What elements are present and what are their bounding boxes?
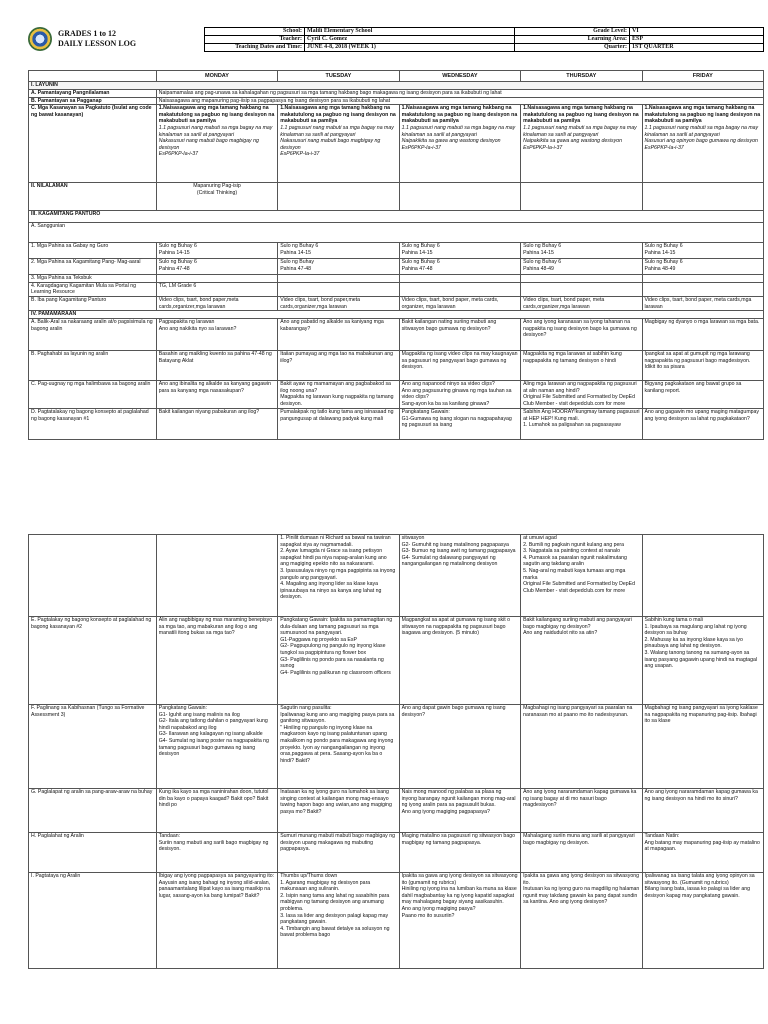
p1-row3-cell-wednesday: Pangkatang Gawain: G1-Gumawa ng isang slogan na nagpapahayag ng pagsusuri sa isang [399,409,520,440]
grade-label: Grade Level: [515,28,630,36]
kasanayan-cell-friday [642,105,763,183]
school-value: Malili Elementary School [305,28,515,36]
p1-row3-cell-tuesday: Pumalakpak ng tatlo kung tama ang isinasaad ng pangungusap at dalawang padyak kung mali [278,409,399,440]
gabay-cell-friday: Sulo ng Buhay 6 Pahina 14-15 [642,243,763,259]
row-label-kagamitang-pang-mag-aaral: 2. Mga Pahina sa Kagamitang Pang- Mag-aaral [29,259,157,275]
kasanayan-detail: Nakasusuri nang mabuti bago magbigay ng desisyon [158,138,259,151]
cell-empty [156,275,277,283]
p1-row2-cell-tuesday: Bakit ayaw ng mamamayan ang pagbabakod sa ilog noong una? Magpakita ng larawan kung nagpakita ng tamang desisyon. [278,381,399,409]
iba-cell-thursday: Video clips, tsart, bond paper, meta cards,organizer,mga larawan [521,296,642,310]
p2-row3-cell-tuesday: Sumuri munang mabuti mabuti bago magbigay ng desisyon upang makagawa ng mabuting pagpapasya. [278,833,399,873]
kpm-cell-tuesday: Sulo ng Buhay Pahina 47-48 [278,259,399,275]
p2-row1-cell-friday: Magbahagi ng isang pangyayari sa iyong kaklase na nagpapakita ng mapanuring pag-iisip. Ibahagi ito sa klase [642,705,763,789]
dll-page-1 [0,0,768,492]
p2-row2-cell-tuesday: Inatasan ka ng iyong guro na lumahok sa isang singing contest at kailangan mong mag-ensayo tuwing hapon bago ang uwian,ano ang magiging pasya mo? Bakit? [278,789,399,833]
p2-row0-cell-tuesday: Pangkatang Gawain: Ipakita sa pamamagitan ng dula-dulaan ang tamang pagsusuri sa mga sumusunod na pangyayari. G1-Paggawa ng proyekto sa EsP G2- Pagpupulong ng pangulo ng inyong klase tungkol sa pagpipintura ng flower box G3- Paglilinis ng pondo para sa nasalanta ng sunog G4- Paglilinis ng palikuran ng classroom officers [278,617,399,705]
cell-empty [278,275,399,283]
day-header-wednesday: WEDNESDAY [399,71,520,82]
row-label-pamantayang-pangnilalaman: A. Pamantayang Pangnilalaman [29,90,157,98]
cell-empty [642,275,763,283]
corner-header [29,71,157,82]
day-header-friday: FRIDAY [642,71,763,82]
row-label-iba-pang-kagamitan: B. Iba pang Kagamitang Panturo [29,296,157,310]
cell-empty [521,275,642,283]
continuation-cell-monday [156,535,277,617]
quarter-value: 1ST QUARTER [630,44,764,52]
row-label-paglalahat: H. Paglalahat ng Aralin [29,833,157,873]
kasanayan-code: EsP6PKP-Ia-i-37 [280,151,320,158]
p1-row2-cell-wednesday: Ano ang napanood ninyo sa video clips? Ano ang pagsusuring ginawa ng mga tauhan sa video clips? Sang-ayon ka ba sa kanilang ginawa? [399,381,520,409]
p2-row0-cell-thursday: Bakit kailangang suriing mabuti ang pangyayari bago magbigay ng desisyon? Ano ang naidudulot nito sa atin? [521,617,642,705]
p2-row3-cell-wednesday: Maging matalino sa pagsusuri ng sitwasyon bago magbigay ng tamang pagpapasya. [399,833,520,873]
day-header-tuesday: TUESDAY [278,71,399,82]
section-layunin: I. LAYUNIN [29,82,764,90]
section-kagamitang-panturo: III. KAGAMITANG PANTURO [29,211,764,223]
p2-row2-cell-thursday: Ano ang iyong nararamdaman kapag gumawa ka ng isang bagay at di mo nasuri bago magdesisyon? [521,789,642,833]
lr-cell-wednesday [399,282,520,296]
row-label-pamantayan-sa-pagganap: B. Pamantayan sa Pagganap [29,97,157,105]
row-label-pag-uugnay: C. Pag-uugnay ng mga halimbawa sa bagong aralin [29,381,157,409]
iba-cell-tuesday: Video clips, tsart, bond paper,meta cards,organizer,mga larawan [278,296,399,310]
row-label-teksbuk: 3. Mga Pahina sa Teksbuk [29,275,157,283]
p1-row0-cell-wednesday: Bakit kailangan nating suriing mabuti ang sitwasyon bago gumawa ng desisyon? [399,319,520,351]
kasanayan-code: EsP6PKP-Ia-i-37 [523,144,563,151]
cell-empty [399,275,520,283]
deped-seal-icon [28,27,52,51]
p2-row2-cell-wednesday: Nais mong manood ng palabas sa plasa ng inyong barangay ngunit kailangan mong mag-aral ng iyong aralin para sa pagsusulit bukas. Ano ang iyong magiging pagpapasya? [399,789,520,833]
p2-row1-cell-wednesday: Ano ang dapat gawin bago gumawa ng isang desisyon? [399,705,520,789]
teacher-value: Cyril C. Gomez [305,36,515,44]
kasanayan-detail: 1.1 pagsusuri nang mabuti sa mga bagay na may kinalaman sa sarili at pangyayari [280,124,394,138]
kasanayan-detail: Naipakikita sa gawa ang wastong desisyon [523,138,622,145]
p2-row3-cell-monday: Tandaan: Suriin nang mabuti ang sarili bago magbigay ng desisyon. [156,833,277,873]
p1-row0-cell-tuesday: Ano ang pabatid ng alkalde sa kaniyang mga kabarangay? [278,319,399,351]
row-label-pagtalakay-2: E. Pagtalakay ng bagong konsepto at paglalahad ng bagong kasanayan #2 [29,617,157,705]
p2-row3-cell-friday: Tandaan Natin: Ang batang may mapanuring pag-iisip ay matalino at mapagaan. [642,833,763,873]
teacher-label: Teacher: [205,36,305,44]
row-text-pamantayan-sa-pagganap: Naisasagawa ang mapanuring pag-iisip sa pagpapasya ng isang desisyon para sa ikabubuti ng lahat [156,97,763,105]
p2-row2-cell-monday: Kung ika kayo sa mga naninirahan doon, tututol din ba kayo o papaya kaagad? Bakit opo? Bakit hindi po [156,789,277,833]
p1-row1-cell-tuesday: Itaiian pumayag ang mga tao na mabakunan ang iilog? [278,351,399,381]
kasanayan-code: EsP6PKP-Ia-i-37 [401,144,441,151]
row-label-pagtataya: I. Pagtataya ng Aralin [29,873,157,969]
kasanayan-cell-tuesday [278,105,399,183]
p1-row0-cell-friday: Magbigay ng dyanyo o mga larawan sa mga bata. [642,319,763,351]
gabay-cell-tuesday: Sulo ng Buhay 6 Pahina 14-15 [278,243,399,259]
row-label-paglinang: F. Paglinang sa Kabihasnan (Tungo sa Formative Assessment 3) [29,705,157,789]
kasanayan-heading: 1.Naisasagawa ang mga tamang hakbang na makatutulong sa pagbuo ng isang desisyon na makabubuti sa pamilya [644,105,761,125]
iba-cell-wednesday: Video clips, tsart, bond paper, meta cards, organizer, mga larawan [399,296,520,310]
day-header-thursday: THURSDAY [521,71,642,82]
p2-row1-cell-tuesday: Sagutin nang pasulita: Ipaliwanag kung ano ang magiging pasya para sa ganitong sitwasyon. " Hiniling ng pangulo ng inyong klase na magkaroon kayo ng isang palatuntunan upang makalikom ng pondo para makagawa ang inyong proyekto. Iyon ay nangangailangan ng inyong oras,paggawa at pera. Sasang-ayon ka ba o hindi? Bakit? [278,705,399,789]
p1-row1-cell-friday: Ipangkat sa apat at gumupit ng mga larawang nagpapakita ng pagsusuri bago magdesisyon. Idikit ito sa pisara [642,351,763,381]
p2-row0-cell-friday: Sabihin kung tama o mali 1. Ipaubaya sa magulang ang lahat ng iyong desisyon sa buhay 2. Mahusay ka sa inyong klase kaya sa iyo pinaubaya ang lahat ng desisyon. 3. Walang tanong tanong na sumang-ayon sa isang pasyang gagawin upang hindi na magtagal ang usapan. [642,617,763,705]
lr-cell-monday: TG, LM Grade 6 [156,282,277,296]
quarter-label: Quarter: [515,44,630,52]
row-label-gabay-ng-guro: 1. Mga Pahina sa Gabay ng Guro [29,243,157,259]
title-line-2: DAILY LESSON LOG [58,39,137,48]
lesson-table-page-1 [28,70,764,440]
area-value: ESP [630,36,764,44]
kasanayan-heading: 1.Naisasagawa ang mga tamang hakbang na makatutulong sa pagbuo ng isang desisyon na makabubuti sa pamilya [158,105,275,125]
row-label-continuation [29,535,157,617]
dates-value: JUNE 4-8, 2018 (WEEK 1) [305,44,515,52]
page-separator [0,492,768,520]
p2-row1-cell-monday: Pangkatang Gawain: G1- Iguhit ang isang malinis na ilog G2- Itala ang tatlong dahilan o pangyayari kung hindi napabakod ang ilog G3- Ilarawan ang kalagayan ng isang alkalde G4- Sumulat ng isang poster na nagpapakita ng tamang pagsusuri bago gumawa ng isang desisyon [156,705,277,789]
gabay-cell-thursday: Sulo ng Buhay 6 Pahina 14-15 [521,243,642,259]
p1-row2-cell-monday: Ano ang ibinalita ng alkalde sa kanyang gagawin para sa kanyang mga nasasakupan? [156,381,277,409]
kasanayan-detail: 1.1 pagsusuri nang mabuti sa mga bagay na may kinalaman sa sarili at pangyayari [158,124,273,138]
p2-row4-cell-friday: Ipaliwanag sa isang talata ang iyong opinyon sa sitwasyong ito. (Gumamit ng rubrics) Bilang isang bata, iasaa ko palagi sa lider ang desisyon kapag may pangkatang gawain. [642,873,763,969]
continuation-cell-wednesday: sitwasyon G2- Gumuhit ng isang matalinong pagpapasya G3- Bumuo ng isang awit ng tamang pagpapasya G4- Sumulat ng dalawang pangyayari ng nangangailangan ng matalinong desisyon [399,535,520,617]
title-line-1: GRADES 1 to 12 [58,29,117,38]
p2-row4-cell-tuesday: Thumbs up/Thums down 1. Agarang magbigay ng desisyon para makunsaan ang suliranin. 2. Isipin nang tama ang lahat ng sasabihin para mabigyan ng tamang desisyon ang anumang problema. 3. Iasa sa lider ang desisyon palagi kapag may pangkatang gawain. 4. Timbangin ang bawat detalye sa solusyon ng bawat problema bago [278,873,399,969]
kasanayan-heading: 1.Naisasagawa ang mga tamang hakbang na makatutulong sa pagbuo ng isang desisyon na makabubuti sa pamilya [280,105,396,125]
section-pamamaraan: IV. PAMAMARAAN [29,311,764,319]
kpm-cell-thursday: Sulo ng Buhay 6 Pahina 48-49 [521,259,642,275]
kasanayan-heading: 1.Naisasagawa ang mga tamang hakbang na makatutulong sa pagbuo ng isang desisyon na makabubuti sa pamilya [401,105,518,125]
p1-row1-cell-thursday: Magpakita ng mga larawan at sabihin kung nagpapakita ng tamang desisyon o hindi [521,351,642,381]
p2-row0-cell-monday: Alin ang nagbibigay ng mas maraming benepisyo sa mga tao, ang mabakuran ang ilog o ang manatili itong bukas sa mga tao? [156,617,277,705]
kasanayan-heading: 1.Naisasagawa ang mga tamang hakbang na makatutulong sa pagbuo ng isang desisyon na makabubuti sa pamilya [523,105,639,125]
iba-cell-monday: Video clips, tsart, bond paper,meta cards,organizer,mga larawan [156,296,277,310]
p1-row1-cell-monday: Basahin ang maikling kwento sa pahina 47-48 ng Batayang Aklat [156,351,277,381]
row-label-nilalaman: II. NILALAMAN [29,183,157,211]
nilalaman-line-2: (Critical Thinking) [196,189,238,196]
document-title [58,29,136,49]
p2-row2-cell-friday: Ano ang iyong nararamdaman kapag gumawa ka ng isang desisyon na hindi mo ito sinuri? [642,789,763,833]
kasanayan-cell-monday [156,105,277,183]
row-label-pagtatalakay-1: D. Pagtatalakay ng bagong konsepto at paglalahad ng bagong kasanayan #1 [29,409,157,440]
kasanayan-cell-wednesday [399,105,520,183]
lr-cell-tuesday [278,282,399,296]
day-header-monday: MONDAY [156,71,277,82]
lr-cell-friday [642,282,763,296]
dates-label: Teaching Dates and Time: [205,44,305,52]
iba-cell-friday: Video clips, tsart, bond paper, meta cards,mga larawan [642,296,763,310]
p2-row3-cell-thursday: Mahalagang suriin muna ang sarili at pangyayari bago magbigay ng desisyon. [521,833,642,873]
kasanayan-detail: 1.1 pagsusuri nang mabuti sa mga bagay na may kinalaman sa sarili at pangyayari [523,124,637,138]
gabay-cell-wednesday: Sulo ng Buhay 6 Pahina 14-15 [399,243,520,259]
row-label-learning-resource: 4. Karagdagang Kagamitan Mula sa Portal ng Learning Resource [29,282,157,296]
continuation-cell-tuesday: 1. Pinilit dumaan ni Richard sa bawal na tawiran sapagkat siya ay nagmamadali. 2. Ayaw lumagda ni Grace sa isang petisyon sapagkat hindi pa niya napag-aralan kung ano ang magiging epekto nito sa nakararami. 3. Ipasusulaya ninyo ng mga pagpipinta sa inyong pangulo ang pangyayari. 4. Magaling ang inyong lider sa klase kaya ipinauubaya na ninyo sa kanya ang lahat ng desisyon. [278,535,399,617]
p2-row4-cell-thursday: Ipakita sa gawa ang iyong desisyon sa sitwasyong ito. Inutusan ka ng iyong guro na magdilig ng halaman ngunit may takdang gawain ka pang dapat sundin sa kantina. Ano ang iyong desisyon? [521,873,642,969]
header [28,27,764,59]
p2-row0-cell-wednesday: Magpangkat sa apat at gumawa ng isang skit o sitwasyon na nagpapakita ng pagsusuri bago isagawa ang desisyon. (5 minuto) [399,617,520,705]
kasanayan-code: EsP6PKP-Ia-i-37 [158,151,198,158]
nilalaman-line-1: Mapanuring Pag-isip [193,183,241,190]
cell-empty [642,183,763,211]
p1-row3-cell-thursday: Sabihin Ang HOORAY!kungmay tamang pagsusuri at HEP HEP! Kung mali. 1. Lumahok sa paligsahan sa pagsasayaw [521,409,642,440]
kasanayan-detail: Nasusuri ang opinyon bago gumawa ng desisyon [644,138,758,145]
kpm-cell-friday: Sulo ng Buhay 6 Pahina 48-49 [642,259,763,275]
header-info-table [204,27,764,52]
sanggunian-label: A. Sanggunian [29,223,764,243]
cell-empty [278,183,399,211]
kasanayan-cell-thursday [521,105,642,183]
cell-empty [399,183,520,211]
row-label-balik-aral: A. Balik-Aral sa nakaraang aralin at/o pagsisimula ng bagong aralin [29,319,157,351]
cell-empty [521,183,642,211]
p1-row2-cell-friday: Bigyang pagkakataon ang bawat grupo sa kanilang report. [642,381,763,409]
lr-cell-thursday [521,282,642,296]
nilalaman-text [156,183,277,211]
p1-row1-cell-wednesday: Magpakita ng isang video clips na may kaugnayan sa pagsusuri ng pangyayari bago gumawa ng desisyon. [399,351,520,381]
continuation-cell-friday [642,535,763,617]
p1-row3-cell-friday: Ano ang gagawin mo upang maging matagumpay ang iyong desisyon sa lahat ng pagkakataon? [642,409,763,440]
p1-row0-cell-monday: Pagpapakita ng larawan Ano ang nakikita nyo sa larawan? [156,319,277,351]
kpm-cell-wednesday: Sulo ng Buhay 6 Pahina 47-48 [399,259,520,275]
dll-page-2 [0,520,768,1024]
kasanayan-detail: 1.1 pagsusuri nang mabuti sa mga bagay na may kinalaman sa sarili at pangyayari [644,124,759,138]
kasanayan-detail: Nakasusuri nang mabuti bago magbigay ng desisyon [280,138,381,151]
row-label-paghahabi: B. Paghahabi sa layunin ng aralin [29,351,157,381]
school-label: School: [205,28,305,36]
p1-row2-cell-thursday: Aling mga larawan ang nagpapakita ng pagsusuri at alin naman ang hindi? Original File Submitted and Formatted by DepEd Club Member - visit depedclub.com for more [521,381,642,409]
row-label-paglalapat: G. Paglalapat ng aralin sa pang-araw-araw na buhay [29,789,157,833]
lesson-table-page-2 [28,534,764,969]
p2-row4-cell-wednesday: Ipakita sa gawa ang iyong desisyon sa sitwasyong ito (gumamit ng rubrics) Hiniling ng iyong ina na lumiban ka muna sa klase dahil magbabantay ka ng iyong kapatid sapagkat may mahalagang bagay siyang aasikasuhin. Ano ang iyong magiging pasya? Paano mo ito susuriin? [399,873,520,969]
p2-row4-cell-monday: Ibigay ang iyong pagpapasya sa pangyayaring ito: Aayusin ang isang bahagi ng inyong silid-aralan, panaamantalang lilipat kayo sa isang masikip na lugar, sasang-ayon ka bang lumipat? Bakit? [156,873,277,969]
row-text-pamantayang-pangnilalaman: Naipamamalas ang pag-unawa sa kahalagahan ng pagsusuri sa mga tamang hakbang bago makagawa ng isang desisyon para sa ikabubuti ng lahat [156,90,763,98]
kasanayan-detail: Naipakikita sa gawa ang wastong desisyon [401,138,501,145]
kasanayan-code: EsP6PKP-Ia-i-37 [644,144,684,151]
p1-row3-cell-monday: Bakit kailangan niyang pabakuran ang ilog? [156,409,277,440]
p2-row1-cell-thursday: Magbahagi ng isang pangyayari sa paaralan na naranasan mo at paano mo ito nadesisyunan. [521,705,642,789]
grade-value: VI [630,28,764,36]
kasanayan-detail: 1.1 pagsusuri nang mabuti sa mga bagay na may kinalaman sa sarili at pangyayari [401,124,516,138]
kpm-cell-monday: Sulo ng Buhay 6 Pahina 47-48 [156,259,277,275]
gabay-cell-monday: Sulo ng Buhay 6 Pahina 14-15 [156,243,277,259]
p1-row0-cell-thursday: Ano ang iyong karanasan sa iyong tahanan na nagpakita ng isang desisyon bago ka gumawa ng desisyon? [521,319,642,351]
area-label: Learning Area: [515,36,630,44]
continuation-cell-thursday: at umuwi agad 2. Bumili ng pagkain ngunit kulang ang pera 3. Nagpatala sa painting contest at nanalo 4. Pumasok sa paaralan ngunit nakalimutang sagutin ang takdang aralin 5. Nag-aral ng mabuti kaya tumaas ang mga marka Original File Submitted and Formatted by DepEd Club Member - visit depedclub.com for more [521,535,642,617]
row-label-mga-kasanayan: C. Mga Kasanayan sa Pagkatuto (Isulat ang code ng bawat kasanayan) [29,105,157,183]
